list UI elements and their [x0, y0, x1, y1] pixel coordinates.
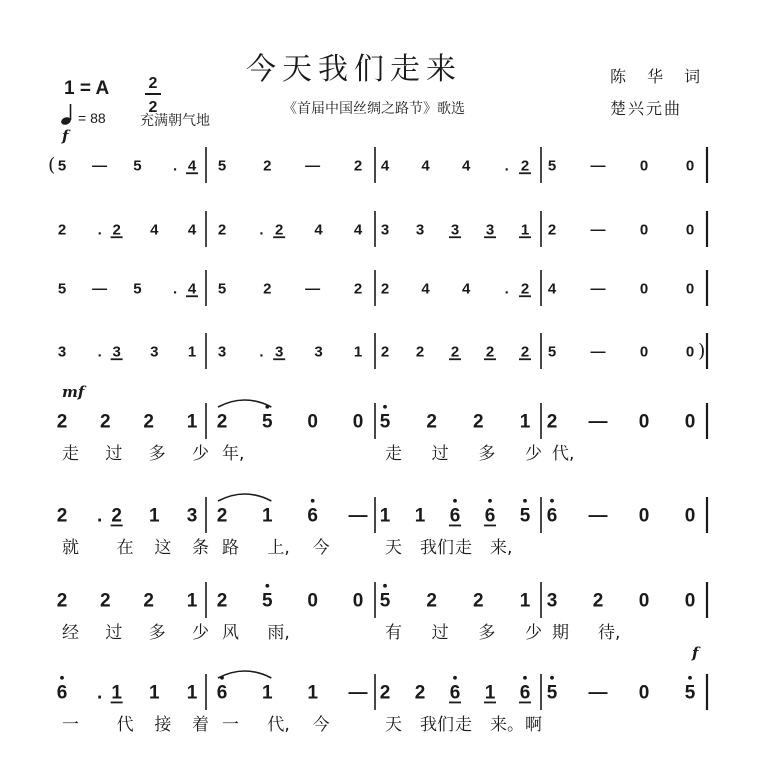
note: 3 — [485, 221, 495, 239]
note: 0 — [685, 221, 695, 239]
note: 4 — [461, 157, 471, 175]
note: 2 — [56, 590, 68, 612]
note: 1 — [520, 221, 530, 239]
note: 2 — [547, 221, 557, 239]
lyric-syllable: 期 — [552, 623, 569, 643]
note: 6 — [216, 682, 228, 704]
lyric-syllable: 走 — [385, 444, 402, 464]
note: 2 — [143, 411, 154, 433]
dash: — — [348, 505, 368, 527]
note: 2 — [274, 221, 284, 239]
dash: — — [590, 280, 606, 298]
octave-dot — [383, 405, 387, 409]
note: 2 — [592, 590, 604, 612]
dash: — — [92, 280, 108, 298]
lyric-syllable: 路 — [222, 538, 239, 558]
lyric-syllable: 多 — [478, 623, 496, 643]
lyric-syllable: 少 — [192, 623, 209, 643]
open-parenthesis: ( — [48, 154, 56, 176]
octave-dot — [550, 499, 554, 503]
note: 0 — [639, 343, 649, 361]
lyric-syllable: 过 — [105, 623, 123, 643]
note: 1 — [414, 505, 426, 527]
note: 2 — [546, 411, 558, 433]
note: 2 — [473, 411, 484, 433]
dash: — — [590, 221, 606, 239]
note: 2 — [217, 221, 227, 239]
note: 2 — [216, 590, 228, 612]
note: 0 — [352, 411, 364, 433]
note: 3 — [150, 343, 159, 361]
note: 0 — [639, 157, 649, 175]
note: 5 — [217, 280, 227, 298]
note: 5 — [519, 505, 531, 527]
note: 3 — [186, 505, 198, 527]
lyric-syllable: 条 — [192, 538, 209, 558]
lyric-syllable: 今 — [312, 538, 330, 558]
note: 4 — [353, 221, 363, 239]
note: 2 — [216, 505, 228, 527]
dot-mark: . — [504, 280, 509, 298]
note: 2 — [353, 157, 363, 175]
note: 1 — [187, 343, 197, 361]
note: 2 — [216, 411, 228, 433]
lyric-syllable: 少 — [525, 444, 542, 464]
note: 6 — [449, 505, 461, 527]
note: 1 — [186, 682, 198, 704]
note: 2 — [415, 343, 425, 361]
lyric-syllable: 有 — [385, 623, 402, 643]
slur-arc — [218, 400, 271, 407]
note: 0 — [685, 343, 695, 361]
lyric-syllable: 代 — [116, 715, 134, 735]
lyric-syllable: 来, — [490, 538, 513, 558]
note: 0 — [307, 590, 318, 612]
note: 2 — [263, 280, 272, 298]
octave-dot — [311, 499, 315, 503]
note: 1 — [186, 590, 198, 612]
octave-dot — [523, 499, 527, 503]
note: 2 — [56, 411, 68, 433]
note: 0 — [684, 505, 696, 527]
lyric-syllable: 走 — [455, 715, 472, 735]
note: 5 — [684, 682, 696, 704]
note: 6 — [56, 682, 68, 704]
note: 1 — [307, 682, 318, 704]
note: 4 — [314, 221, 323, 239]
lyric-syllable: 过 — [431, 444, 449, 464]
dot-mark: . — [259, 343, 264, 361]
note: 4 — [421, 280, 430, 298]
lyric-syllable: 我们 — [420, 715, 454, 735]
note: 0 — [639, 280, 649, 298]
note: 3 — [57, 343, 67, 361]
lyric-syllable: 代, — [267, 715, 290, 735]
dash: — — [590, 343, 606, 361]
note: 2 — [263, 157, 272, 175]
lyric-syllable: 少 — [525, 623, 542, 643]
octave-dot — [265, 584, 269, 588]
lyric-syllable: 来。 — [490, 715, 524, 735]
note: 4 — [421, 157, 430, 175]
dot-mark: . — [97, 221, 102, 239]
lyric-syllable: 少 — [192, 444, 209, 464]
note: 6 — [484, 505, 496, 527]
lyric-syllable: 多 — [148, 623, 166, 643]
song-title: 今天我们走来 — [246, 52, 462, 87]
lyric-syllable: 上, — [267, 538, 290, 558]
note: 2 — [112, 221, 121, 239]
close-parenthesis: ) — [698, 340, 706, 362]
note: 2 — [380, 280, 390, 298]
dot-mark: . — [172, 280, 178, 298]
lyric-syllable: 一 — [62, 715, 79, 735]
note: 4 — [150, 221, 159, 239]
note: 6 — [307, 505, 318, 527]
dynamic-mark: mf — [62, 383, 85, 401]
note: 5 — [379, 590, 391, 612]
note: 3 — [546, 590, 558, 612]
dot-mark: . — [259, 221, 264, 239]
note: 0 — [685, 157, 695, 175]
note: 2 — [520, 343, 530, 361]
time-signature-numerator: 2 — [148, 75, 158, 92]
dash: — — [588, 505, 608, 527]
note: 3 — [112, 343, 121, 361]
note: 4 — [187, 221, 197, 239]
lyric-syllable: 风 — [222, 623, 239, 643]
note: 1 — [186, 411, 198, 433]
note: 1 — [262, 505, 273, 527]
dash: — — [590, 157, 606, 175]
note: 3 — [274, 343, 284, 361]
octave-dot — [523, 676, 527, 680]
dash: — — [305, 280, 321, 298]
note: 2 — [111, 505, 122, 527]
note: 2 — [57, 221, 67, 239]
dot-mark: . — [97, 682, 103, 704]
dash: — — [588, 411, 608, 433]
note: 0 — [684, 411, 696, 433]
collection-subtitle: 《首届中国丝绸之路节》歌选 — [283, 101, 465, 117]
lyric-syllable: 这 — [154, 538, 172, 558]
note: 2 — [380, 343, 390, 361]
note: 0 — [684, 590, 696, 612]
lyric-syllable: 多 — [478, 444, 496, 464]
note: 2 — [520, 280, 530, 298]
note: 1 — [262, 682, 273, 704]
dot-mark: . — [97, 343, 102, 361]
note: 2 — [414, 682, 426, 704]
note: 2 — [143, 590, 154, 612]
note: 1 — [149, 505, 160, 527]
dynamic-mark: f — [62, 127, 69, 145]
note: 2 — [56, 505, 68, 527]
dynamic-mark: f — [692, 644, 699, 662]
note: 3 — [415, 221, 425, 239]
dash: — — [92, 157, 108, 175]
note: 5 — [547, 157, 557, 175]
lyric-syllable: 天 — [385, 715, 402, 735]
lyric-syllable: 代, — [552, 444, 575, 464]
note: 3 — [450, 221, 460, 239]
note: 5 — [217, 157, 227, 175]
note: 5 — [133, 280, 142, 298]
octave-dot — [453, 499, 457, 503]
lyricist-credit: 陈 华 词 — [610, 67, 709, 86]
note: 0 — [307, 411, 318, 433]
octave-dot — [383, 584, 387, 588]
lyric-syllable: 接 — [154, 715, 172, 735]
note: 2 — [379, 682, 391, 704]
note: 1 — [379, 505, 391, 527]
time-signature-denominator: 2 — [148, 99, 158, 116]
lyric-syllable: 天 — [385, 538, 402, 558]
note: 5 — [546, 682, 558, 704]
lyric-syllable: 今 — [312, 715, 330, 735]
lyric-syllable: 走 — [455, 538, 472, 558]
lyric-syllable: 过 — [105, 444, 123, 464]
note: 1 — [519, 411, 531, 433]
note: 1 — [149, 682, 160, 704]
note: 2 — [426, 590, 437, 612]
note: 0 — [638, 590, 650, 612]
note: 5 — [262, 411, 273, 433]
dot-mark: . — [172, 157, 178, 175]
note: 1 — [111, 682, 122, 704]
lyric-syllable: 啊 — [525, 715, 542, 735]
note: 2 — [100, 590, 111, 612]
note: 4 — [547, 280, 557, 298]
note: 2 — [426, 411, 437, 433]
dash: — — [588, 682, 608, 704]
octave-dot — [60, 676, 64, 680]
lyric-syllable: 在 — [116, 538, 134, 558]
lyric-syllable: 经 — [62, 623, 79, 643]
note: 1 — [353, 343, 363, 361]
note: 2 — [520, 157, 530, 175]
lyric-syllable: 待, — [598, 623, 621, 643]
note: 0 — [638, 411, 650, 433]
note: 5 — [262, 590, 273, 612]
note: 2 — [473, 590, 484, 612]
note: 5 — [57, 280, 67, 298]
note: 1 — [484, 682, 496, 704]
note: 2 — [450, 343, 460, 361]
lyric-syllable: 年, — [222, 444, 245, 464]
note: 3 — [314, 343, 323, 361]
note: 1 — [519, 590, 531, 612]
octave-dot — [488, 499, 492, 503]
note: 6 — [519, 682, 531, 704]
composer-credit: 楚兴元曲 — [610, 99, 683, 118]
note: 5 — [57, 157, 67, 175]
note: 4 — [380, 157, 390, 175]
note: 6 — [546, 505, 558, 527]
dash: — — [348, 682, 368, 704]
note: 3 — [217, 343, 227, 361]
lyric-syllable: 雨, — [267, 623, 290, 643]
lyric-syllable: 走 — [62, 444, 79, 464]
slur-arc — [218, 671, 271, 678]
note: 5 — [133, 157, 142, 175]
lyric-syllable: 多 — [148, 444, 166, 464]
note: 4 — [461, 280, 471, 298]
dot-mark: . — [97, 505, 103, 527]
dash: — — [305, 157, 321, 175]
lyric-syllable: 就 — [62, 538, 79, 558]
note: 4 — [187, 157, 197, 175]
note: 0 — [685, 280, 695, 298]
lyric-syllable: 一 — [222, 715, 239, 735]
note: 2 — [353, 280, 363, 298]
note: 5 — [547, 343, 557, 361]
key-signature: 1 = A — [64, 78, 110, 99]
note: 0 — [352, 590, 364, 612]
tempo-mark: = 88 — [78, 110, 106, 126]
slur-arc — [218, 494, 271, 501]
dot-mark: . — [504, 157, 509, 175]
note: 0 — [639, 221, 649, 239]
note: 5 — [379, 411, 391, 433]
note: 0 — [638, 682, 650, 704]
octave-dot — [550, 676, 554, 680]
note: 6 — [449, 682, 461, 704]
note: 3 — [380, 221, 390, 239]
lyric-syllable: 过 — [431, 623, 449, 643]
lyric-syllable: 我们 — [420, 538, 454, 558]
expression-mark: 充满朝气地 — [140, 113, 210, 129]
octave-dot — [453, 676, 457, 680]
octave-dot — [688, 676, 692, 680]
lyric-syllable: 着 — [192, 715, 209, 735]
note: 2 — [100, 411, 111, 433]
note: 0 — [638, 505, 650, 527]
note: 2 — [485, 343, 495, 361]
note: 4 — [187, 280, 197, 298]
